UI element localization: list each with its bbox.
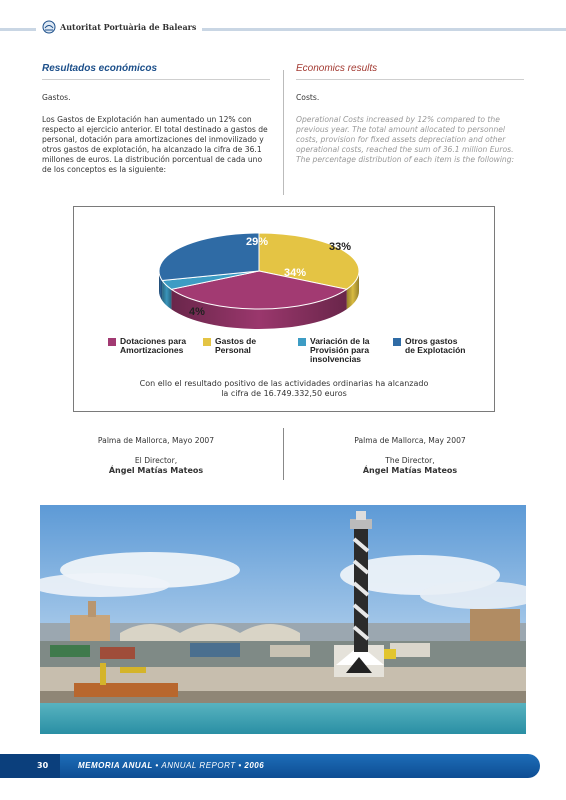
body-text-es: Los Gastos de Explotación han aumentado un 12% con respecto al ejercicio anterior. El total destinado a gastos de personal, dotación para amortizaciones del inmovilizado y otros gastos de explotación, ha alcanzado la cifra de 36.1 millones de euros. La distribución porcentual de cada uno de los conceptos es la siguiente:: [42, 115, 268, 174]
page-number: 30: [37, 761, 49, 770]
chart-legend: [108, 337, 488, 364]
signature-name: Ángel Matías Mateos: [108, 466, 204, 475]
signature-role: El Director,: [134, 456, 178, 465]
chart-note-line: Con ello el resultado positivo de las actividades ordinarias ha alcanzado: [139, 379, 429, 388]
signature-name: Ángel Matías Mateos: [362, 466, 458, 475]
footer-title: [78, 761, 264, 770]
legend-swatch: [203, 338, 211, 346]
body-text-en: Operational Costs increased by 12% compared to the previous year. The total amount allocated to personnel costs, provision for fixed assets depreciation and other operational costs, reached the sum of 36.1 million Euros. The percentage distribution of each item is the following:: [296, 115, 515, 164]
signature-role: The Director,: [385, 456, 435, 465]
header-title: Autoritat Portuària de Balears: [60, 22, 197, 32]
spanish-column: [42, 64, 270, 187]
chart-note: [74, 379, 494, 399]
pie-chart: [74, 207, 494, 337]
footer-main: MEMORIA ANUAL •: [78, 761, 162, 770]
signature-es: [56, 436, 256, 476]
english-column: [296, 64, 524, 177]
subtitle-es: Gastos.: [42, 93, 71, 102]
footer-sub: ANNUAL REPORT: [161, 761, 236, 770]
legend-item: [298, 337, 393, 364]
legend-swatch: [108, 338, 116, 346]
legend-item: [108, 337, 203, 364]
title-rule: [296, 79, 524, 80]
subtitle-en: Costs.: [296, 93, 320, 102]
pie-slice-label: 33%: [329, 241, 352, 253]
signature-place: Palma de Mallorca, May 2007: [354, 436, 466, 445]
pie-slice-label: 4%: [189, 306, 205, 318]
legend-swatch: [298, 338, 306, 346]
legend-label: Dotaciones para Amortizaciones: [120, 336, 187, 355]
legend-item: [393, 337, 488, 364]
header: [36, 20, 202, 34]
harbour-lighthouse-photo: [40, 505, 526, 734]
footer-bar: [0, 754, 540, 778]
legend-label: Gastos de Personal: [215, 336, 257, 355]
legend-label: Variación de la Provisión para insolvencias: [310, 336, 370, 364]
section-title-en: Economics results: [296, 63, 378, 74]
legend-swatch: [393, 338, 401, 346]
section-title-es: Resultados económicos: [42, 63, 158, 74]
legend-item: [203, 337, 298, 364]
footer-page-box: [0, 754, 60, 778]
signature-place: Palma de Mallorca, Mayo 2007: [97, 436, 215, 445]
pie-slice-label: 34%: [284, 267, 307, 279]
footer-year: • 2006: [235, 761, 265, 770]
pie-chart-panel: [73, 206, 495, 412]
chart-note-line: la cifra de 16.749.332,50 euros: [221, 389, 347, 398]
column-divider: [283, 70, 284, 195]
legend-label: Otros gastos de Explotación: [405, 336, 466, 355]
signature-divider: [283, 428, 284, 480]
pie-slice-label: 29%: [246, 236, 269, 248]
authority-logo-icon: [42, 20, 56, 34]
title-rule: [42, 79, 270, 80]
signature-en: [310, 436, 510, 476]
